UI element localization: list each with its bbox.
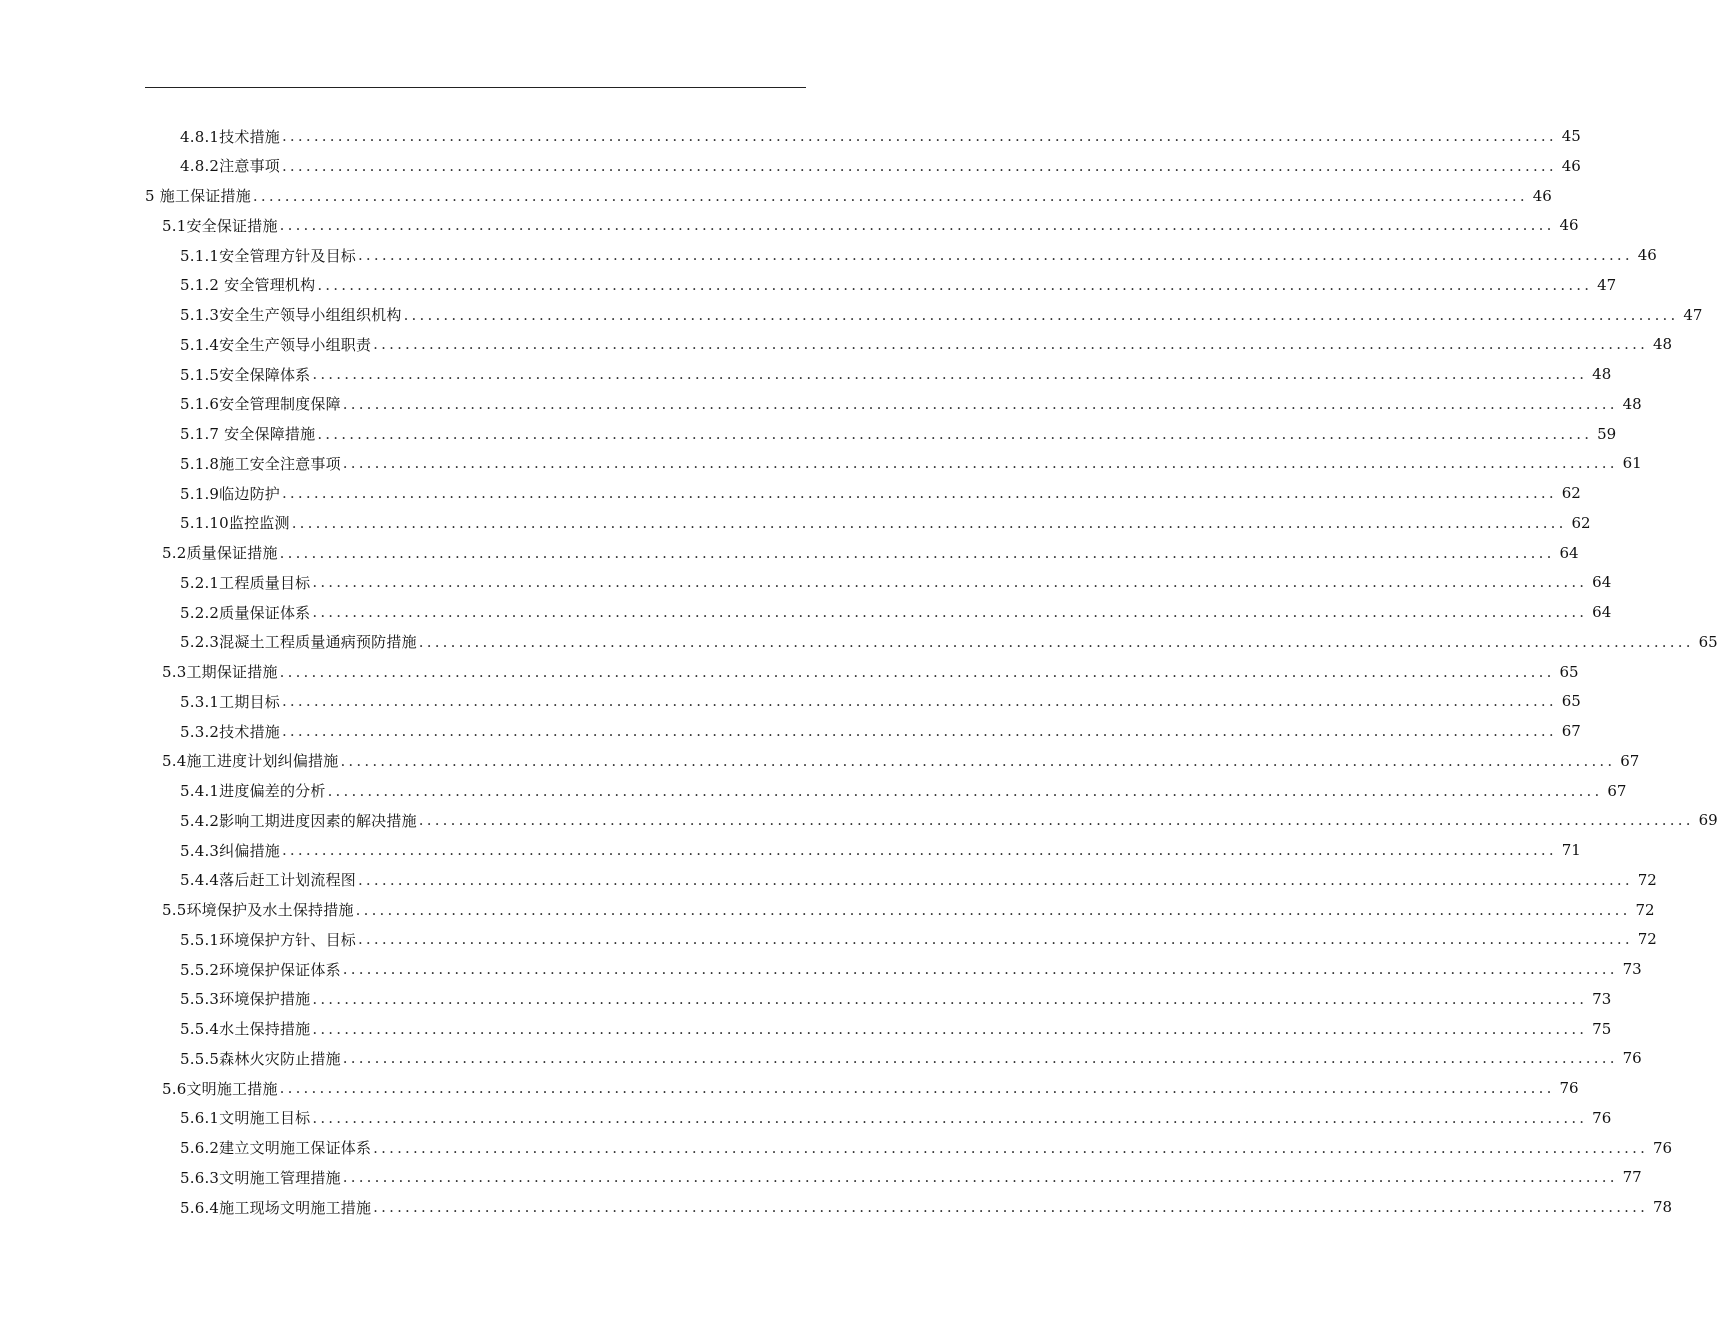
toc-page-number: 59 xyxy=(1597,424,1617,443)
toc-entry-title: 5.6文明施工措施 xyxy=(162,1079,278,1098)
toc-entry-title: 5.4.1进度偏差的分析 xyxy=(180,782,326,800)
toc-entry[interactable] xyxy=(180,329,1673,359)
toc-entry-title: 5.1.10监控监测 xyxy=(180,514,290,533)
toc-page-number: 64 xyxy=(1592,573,1612,592)
toc-page-number: 78 xyxy=(1652,1198,1673,1216)
toc-entry[interactable] xyxy=(180,1103,1612,1133)
toc-entry[interactable] xyxy=(180,805,1718,835)
toc-entry-title: 5.3.2技术措施 xyxy=(180,722,280,741)
toc-dot-leader: ................................................................................................................................................................ xyxy=(279,662,1555,681)
toc-entry-title: 5.5.3环境保护措施 xyxy=(180,990,311,1009)
toc-page-number: 47 xyxy=(1683,305,1703,324)
toc-entry-title: 5.4施工进度计划纠偏措施 xyxy=(162,752,339,771)
toc-entry-title: 5.5.5森林火灾防止措施 xyxy=(180,1049,341,1068)
toc-page-number: 76 xyxy=(1652,1138,1673,1157)
toc-entry[interactable] xyxy=(180,567,1612,597)
toc-entry-title: 5.6.1文明施工目标 xyxy=(180,1109,311,1128)
toc-entry[interactable] xyxy=(180,359,1612,389)
toc-page-number: 72 xyxy=(1637,930,1657,949)
toc-entry-title: 5.1.6安全管理制度保障 xyxy=(180,395,341,414)
toc-page-number: 67 xyxy=(1620,751,1640,770)
toc-entry-title: 5.3.1工期目标 xyxy=(180,692,280,711)
toc-dot-leader: ................................................................................................................................................................ xyxy=(279,543,1555,562)
toc-page-number: 76 xyxy=(1559,1079,1579,1097)
toc-entry-title: 5.3工期保证措施 xyxy=(162,663,278,681)
toc-dot-leader: ................................................................................................................................................................ xyxy=(342,394,1618,413)
toc-entry-title: 5.6.2建立文明施工保证体系 xyxy=(180,1139,372,1157)
toc-entry[interactable] xyxy=(180,776,1627,806)
toc-page-number: 48 xyxy=(1652,335,1673,354)
toc-entry-title: 5.1.7 安全保障措施 xyxy=(180,425,316,443)
toc-entry[interactable] xyxy=(180,984,1612,1014)
toc-entry-title: 5 施工保证措施 xyxy=(145,187,251,205)
toc-dot-leader: ................................................................................................................................................................ xyxy=(403,305,1679,324)
toc-dot-leader: ................................................................................................................................................................ xyxy=(312,1019,1588,1038)
toc-page-number: 73 xyxy=(1592,989,1612,1008)
toc-entry[interactable] xyxy=(162,1073,1579,1103)
toc-dot-leader: ................................................................................................................................................................ xyxy=(373,1138,1649,1157)
toc-dot-leader: ................................................................................................................................................................ xyxy=(357,930,1633,949)
toc-page-number: 46 xyxy=(1637,246,1657,264)
toc-entry-title: 5.1.8施工安全注意事项 xyxy=(180,454,341,473)
toc-dot-leader: ................................................................................................................................................................ xyxy=(312,989,1588,1008)
toc-entry[interactable] xyxy=(162,746,1640,776)
toc-page-number: 48 xyxy=(1592,365,1612,383)
header-rule xyxy=(145,87,806,88)
toc-dot-leader: ................................................................................................................................................................ xyxy=(252,186,1528,205)
toc-page-number: 61 xyxy=(1622,454,1642,473)
toc-entry-title: 5.2质量保证措施 xyxy=(162,544,278,562)
toc-entry[interactable] xyxy=(180,597,1612,627)
toc-entry[interactable] xyxy=(180,835,1581,865)
toc-dot-leader: ................................................................................................................................................................ xyxy=(279,1079,1555,1097)
toc-page-number: 72 xyxy=(1637,870,1657,889)
toc-entry[interactable] xyxy=(180,627,1718,657)
toc-entry[interactable] xyxy=(180,1043,1642,1073)
toc-page-number: 64 xyxy=(1559,543,1579,562)
toc-page-number: 45 xyxy=(1561,127,1581,145)
toc-dot-leader: ................................................................................................................................................................ xyxy=(342,1168,1618,1187)
toc-page-number: 47 xyxy=(1597,275,1617,294)
toc-dot-leader: ................................................................................................................................................................ xyxy=(312,573,1588,592)
toc-entry[interactable] xyxy=(180,151,1581,181)
toc-page-number: 65 xyxy=(1559,662,1579,681)
toc-dot-leader: ................................................................................................................................................................ xyxy=(312,365,1588,383)
toc-page-number: 62 xyxy=(1571,513,1591,532)
toc-dot-leader: ................................................................................................................................................................ xyxy=(279,216,1555,235)
toc-page-number: 65 xyxy=(1698,632,1718,651)
toc-entry[interactable] xyxy=(180,1133,1673,1163)
toc-dot-leader: ................................................................................................................................................................ xyxy=(355,900,1631,919)
toc-page-number: 62 xyxy=(1561,484,1581,502)
toc-entry[interactable] xyxy=(145,181,1552,211)
toc-entry-title: 5.1安全保证措施 xyxy=(162,216,278,235)
toc-entry-title: 4.8.1技术措施 xyxy=(180,127,280,146)
toc-dot-leader: ................................................................................................................................................................ xyxy=(342,1049,1618,1068)
toc-dot-leader: ................................................................................................................................................................ xyxy=(418,811,1694,830)
toc-entry[interactable] xyxy=(180,1162,1642,1192)
toc-entry-title: 5.2.3混凝土工程质量通病预防措施 xyxy=(180,633,417,652)
toc-entry[interactable] xyxy=(180,448,1642,478)
toc-page-number: 71 xyxy=(1561,841,1581,859)
toc-page-number: 46 xyxy=(1561,156,1581,175)
toc-entry-title: 5.5.1环境保护方针、目标 xyxy=(180,930,356,949)
toc-page-number: 73 xyxy=(1622,960,1642,978)
toc-dot-leader: ................................................................................................................................................................ xyxy=(281,841,1557,859)
toc-page-number: 65 xyxy=(1561,692,1581,711)
toc-entry[interactable] xyxy=(180,300,1703,330)
toc-page-number: 69 xyxy=(1698,811,1718,830)
toc-entry-title: 5.6.4施工现场文明施工措施 xyxy=(180,1198,372,1217)
toc-entry[interactable] xyxy=(180,508,1591,538)
toc-entry-title: 5.1.9临边防护 xyxy=(180,484,280,503)
toc-entry-title: 5.4.2影响工期进度因素的解决措施 xyxy=(180,811,417,830)
toc-entry[interactable] xyxy=(162,657,1579,687)
toc-entry-title: 5.5.4水土保持措施 xyxy=(180,1020,311,1038)
toc-dot-leader: ................................................................................................................................................................ xyxy=(327,781,1603,800)
toc-entry-title: 5.1.1安全管理方针及目标 xyxy=(180,246,356,265)
toc-dot-leader: ................................................................................................................................................................ xyxy=(281,692,1557,711)
toc-dot-leader: ................................................................................................................................................................ xyxy=(342,454,1618,473)
toc-entry-title: 5.1.5安全保障体系 xyxy=(180,365,311,384)
toc-entry-title: 5.2.1工程质量目标 xyxy=(180,573,311,592)
toc-entry[interactable] xyxy=(180,389,1642,419)
toc-entry[interactable] xyxy=(180,121,1581,151)
toc-page-number: 46 xyxy=(1559,216,1579,235)
toc-dot-leader: ................................................................................................................................................................ xyxy=(342,960,1618,978)
toc-page-number: 67 xyxy=(1561,722,1581,740)
toc-dot-leader: ................................................................................................................................................................ xyxy=(312,603,1588,621)
toc-entry-title: 5.5环境保护及水土保持措施 xyxy=(162,901,354,919)
toc-dot-leader: ................................................................................................................................................................ xyxy=(373,1198,1649,1216)
toc-dot-leader: ................................................................................................................................................................ xyxy=(281,127,1557,145)
toc-entry[interactable] xyxy=(162,210,1579,240)
toc-entry[interactable] xyxy=(180,1192,1673,1222)
toc-entry-title: 5.1.4安全生产领导小组职责 xyxy=(180,335,372,354)
toc-entry[interactable] xyxy=(180,1014,1612,1044)
toc-page-number: 64 xyxy=(1592,603,1612,621)
toc-page-number: 76 xyxy=(1592,1108,1612,1127)
toc-dot-leader: ................................................................................................................................................................ xyxy=(312,1108,1588,1127)
toc-dot-leader: ................................................................................................................................................................ xyxy=(281,484,1557,502)
toc-entry[interactable] xyxy=(180,270,1617,300)
toc-dot-leader: ................................................................................................................................................................ xyxy=(317,424,1593,443)
toc-entry-title: 5.5.2环境保护保证体系 xyxy=(180,960,341,979)
toc-entry-title: 4.8.2注意事项 xyxy=(180,157,280,176)
toc-dot-leader: ................................................................................................................................................................ xyxy=(340,751,1616,770)
toc-entry[interactable] xyxy=(180,716,1581,746)
toc-page-number: 67 xyxy=(1607,781,1627,800)
toc-entry-title: 5.1.3安全生产领导小组组织机构 xyxy=(180,306,402,324)
toc-entry[interactable] xyxy=(180,924,1657,954)
toc-entry[interactable] xyxy=(180,865,1657,895)
toc-dot-leader: ................................................................................................................................................................ xyxy=(281,156,1557,175)
toc-page-number: 48 xyxy=(1622,394,1642,413)
toc-page-number: 76 xyxy=(1622,1049,1642,1068)
toc-page-number: 77 xyxy=(1622,1168,1642,1187)
toc-entry[interactable] xyxy=(180,478,1581,508)
toc-entry[interactable] xyxy=(162,895,1655,925)
toc-entry-title: 5.6.3文明施工管理措施 xyxy=(180,1168,341,1187)
toc-dot-leader: ................................................................................................................................................................ xyxy=(291,513,1567,532)
toc-dot-leader: ................................................................................................................................................................ xyxy=(357,246,1633,264)
toc-entry-title: 5.2.2质量保证体系 xyxy=(180,603,311,622)
toc-dot-leader: ................................................................................................................................................................ xyxy=(317,275,1593,294)
toc-entry[interactable] xyxy=(180,240,1657,270)
toc-dot-leader: ................................................................................................................................................................ xyxy=(357,870,1633,889)
toc-entry-title: 5.1.2 安全管理机构 xyxy=(180,276,316,295)
toc-entry-title: 5.4.4落后赶工计划流程图 xyxy=(180,871,356,890)
toc-page-number: 75 xyxy=(1592,1019,1612,1038)
toc-dot-leader: ................................................................................................................................................................ xyxy=(373,335,1649,354)
toc-entry[interactable] xyxy=(162,538,1579,568)
toc-entry[interactable] xyxy=(180,686,1581,716)
toc-dot-leader: ................................................................................................................................................................ xyxy=(418,632,1694,651)
toc-page-number: 46 xyxy=(1532,186,1552,205)
toc-entry-title: 5.4.3纠偏措施 xyxy=(180,841,280,860)
toc-entry[interactable] xyxy=(180,954,1642,984)
toc-page-number: 72 xyxy=(1635,900,1655,919)
toc-dot-leader: ................................................................................................................................................................ xyxy=(281,722,1557,740)
toc-entry[interactable] xyxy=(180,419,1617,449)
